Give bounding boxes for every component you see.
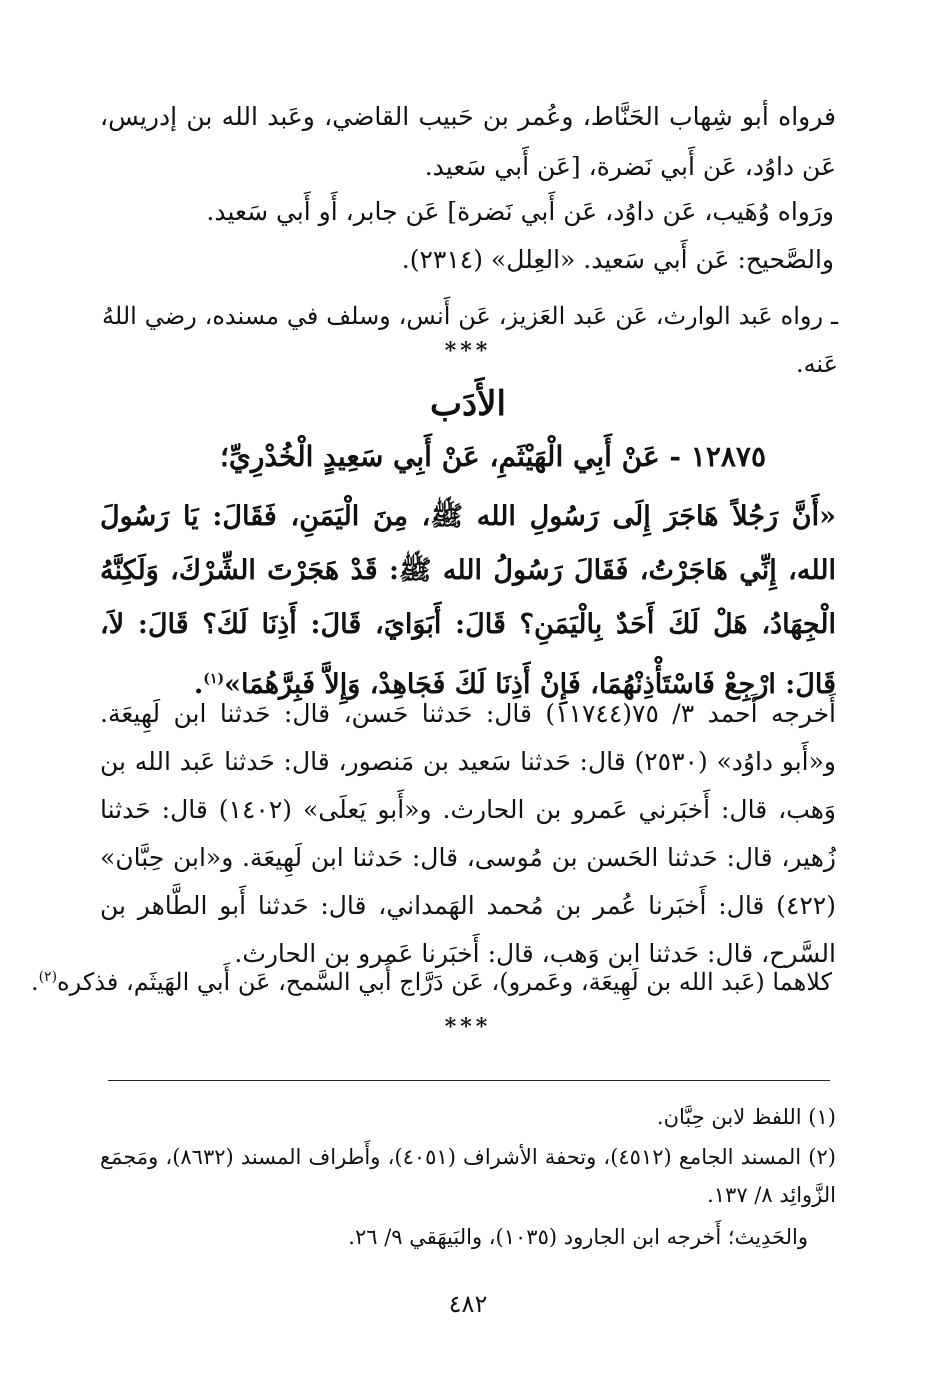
footnote-2-continued: والحَدِيث؛ أَخرجه ابن الجارود (١٠٣٥)، والبَيهَقي ٩/ ٢٦.: [348, 1225, 808, 1249]
takhrij-paragraph: أَخرجه أَحمد ٣/ ٧٥(١١٧٤٤) قال: حَدثنا حَسن، قال: حَدثنا ابن لَهِيعَة. و«أَبو داوُد» (٢٥٣٠) قال: حَدثنا سَعيد بن مَنصور، قال: حَدثنا عَبد الله بن وَهب، قال: أَخبَرني عَمرو بن الحارث. و«أَبو يَعلَى» (١٤٠٢) قال: حَدثنا زُهير، قال: حَدثنا الحَسن بن مُوسى، قال: حَدثنا ابن لَهِيعَة. و«ابن حِبَّان» (٤٢٢) قال: أَخبَرنا عُمر بن مُحمد الهَمداني، قال: حَدثنا أَبو الطَّاهر بن السَّرح، قال: حَدثنا ابن وَهب، قال: أَخبَرنا عَمرو بن الحارث.: [100, 699, 837, 968]
narration-paragraph-1: فرواه أبو شِهاب الحَنَّاط، وعُمر بن حَبيب القاضي، وعَبد الله بن إدريس، عَن داوُد، عَن أَبي نَضرة، [عَن أَبي سَعيد.: [100, 102, 836, 181]
hadith-text: «أَنَّ رَجُلاً هَاجَرَ إِلَى رَسُولِ الله ﷺ، مِنَ الْيَمَنِ، فَقَالَ: يَا رَسُولَ الله، إِنِّي هَاجَرْتُ، فَقَالَ رَسُولُ الله ﷺ: قَدْ هَجَرْتَ الشِّرْكَ، وَلَكِنَّهُ الْجِهَادُ، هَلْ لَكَ أَحَدٌ بِالْيَمَنِ؟ قَالَ: أَبَوَايَ، قَالَ: أَذِنَا لَكَ؟ قَالَ: لاَ، قَالَ: ارْجِعْ فَاسْتَأْذِنْهُمَا، فَإِنْ أَذِنَا لَكَ فَجَاهِدْ، وَإِلاَّ فَبِرَّهُمَا»$^{(١)}$.: [100, 501, 836, 700]
narration-paragraph-2: ورَواه وُهَيب، عَن داوُد، عَن أَبي نَضرة] عَن جابر، أَو أَبي سَعيد.: [206, 197, 834, 226]
footnote-marker-1: (١): [203, 671, 225, 687]
footnote-1: (١) اللفظ لابن حِبَّان.: [656, 1105, 836, 1129]
hadith-number-line: ١٢٨٧٥ - عَنْ أَبِي الْهَيْثَمِ، عَنْ أَبِي سَعِيدٍ الْخُدْرِيِّ؛: [220, 440, 766, 473]
kilahuma-text: كلاهما (عَبد الله بن لَهِيعَة، وعَمرو)، عَن دَرَّاج أَبي السَّمح، عَن أَبي الهَيثَم، فذكره: [57, 968, 832, 996]
footnote-2: (٢) المسند الجامع (٤٥١٢)، وتحفة الأشراف (٤٠٥١)، وأَطراف المسند (٨٦٣٢)، ومَجمَع الزَّوائِد ٨/ ١٣٧.: [100, 1145, 836, 1207]
page-number: ٤٨٢: [448, 1290, 488, 1318]
kilahuma-line: كلاهما (عَبد الله بن لَهِيعَة، وعَمرو)، عَن دَرَّاج أَبي السَّمح، عَن أَبي الهَيثَم، فذكره$^{(٢)}$.: [30, 968, 832, 996]
footnote-marker-2: (٢): [38, 969, 58, 985]
chapter-heading: الأَدَب: [430, 384, 506, 424]
narration-paragraph-4: ـ رواه عَبد الوارث، عَن عَبد العَزيز، عَن أَنس، وسلف في مسنده، رضي اللهُ عَنه.: [102, 302, 839, 378]
section-separator: ***: [444, 338, 492, 364]
hadith-body: «أَنَّ رَجُلاً هَاجَرَ إِلَى رَسُولِ الله ﷺ، مِنَ الْيَمَنِ، فَقَالَ: يَا رَسُولَ الله، إِنِّي هَاجَرْتُ، فَقَالَ رَسُولُ الله ﷺ: قَدْ هَجَرْتَ الشِّرْكَ، وَلَكِنَّهُ الْجِهَادُ، هَلْ لَكَ أَحَدٌ بِالْيَمَنِ؟ قَالَ: أَبَوَايَ، قَالَ: أَذِنَا لَكَ؟ قَالَ: لاَ، قَالَ: ارْجِعْ فَاسْتَأْذِنْهُمَا، فَإِنْ أَذِنَا لَكَ فَجَاهِدْ، وَإِلاَّ فَبِرَّهُمَا»: [100, 501, 836, 700]
footnote-divider: [108, 1080, 830, 1081]
section-separator-end: ***: [444, 1014, 492, 1040]
narration-paragraph-3: والصَّحيح: عَن أَبي سَعيد. «العِلل» (٢٣١٤).: [401, 245, 834, 274]
